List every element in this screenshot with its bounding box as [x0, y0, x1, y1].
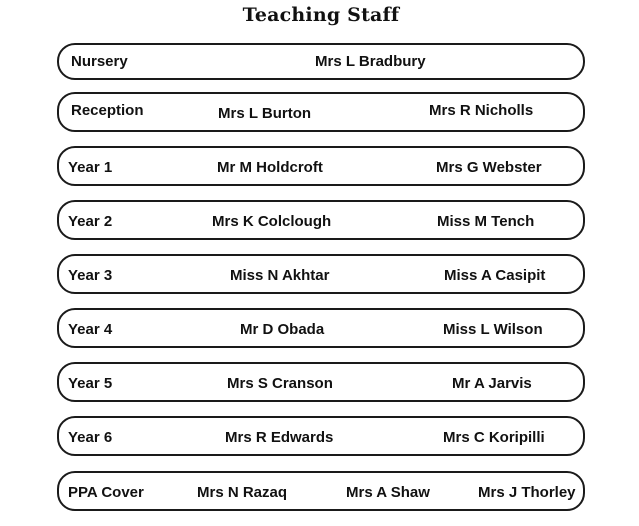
- staff-name: Mrs R Nicholls: [429, 102, 534, 119]
- row-label: PPA Cover: [68, 484, 144, 501]
- staff-row-ppa-cover: [57, 471, 585, 511]
- staff-name: Mrs L Bradbury: [315, 53, 426, 70]
- staff-name: Mr A Jarvis: [452, 375, 532, 392]
- row-label: Year 6: [68, 429, 113, 446]
- staff-row-year-2: [57, 200, 585, 240]
- row-label: Year 1: [68, 159, 113, 176]
- staff-name: Mr M Holdcroft: [217, 159, 323, 176]
- staff-row-year-3: [57, 254, 585, 294]
- staff-name: Mrs S Cranson: [227, 375, 333, 392]
- row-label: Year 2: [68, 213, 113, 230]
- row-label: Year 3: [68, 267, 113, 284]
- staff-name: Miss M Tench: [437, 213, 535, 230]
- staff-name: Mrs G Webster: [436, 159, 542, 176]
- staff-row-year-5: [57, 362, 585, 402]
- row-label: Year 4: [68, 321, 113, 338]
- staff-name: Mr D Obada: [240, 321, 325, 338]
- row-label: Reception: [71, 102, 144, 119]
- row-label: Nursery: [71, 53, 128, 70]
- staff-name: Mrs K Colclough: [212, 213, 332, 230]
- staff-row-reception: [57, 92, 585, 132]
- staff-name: Miss N Akhtar: [230, 267, 330, 284]
- staff-name: Mrs N Razaq: [197, 484, 288, 501]
- staff-name: Mrs R Edwards: [225, 429, 334, 446]
- staff-name: Miss L Wilson: [443, 321, 543, 338]
- staff-row-nursery: [57, 43, 585, 80]
- staff-name: Mrs C Koripilli: [443, 429, 545, 446]
- staff-name: Miss A Casipit: [444, 267, 546, 284]
- staff-name: Mrs A Shaw: [346, 484, 430, 501]
- page-title: Teaching Staff: [242, 4, 400, 26]
- row-label: Year 5: [68, 375, 113, 392]
- staff-name: Mrs J Thorley: [478, 484, 576, 501]
- staff-row-year-1: [57, 146, 585, 186]
- staff-row-year-6: [57, 416, 585, 456]
- staff-name: Mrs L Burton: [218, 105, 312, 122]
- staff-row-year-4: [57, 308, 585, 348]
